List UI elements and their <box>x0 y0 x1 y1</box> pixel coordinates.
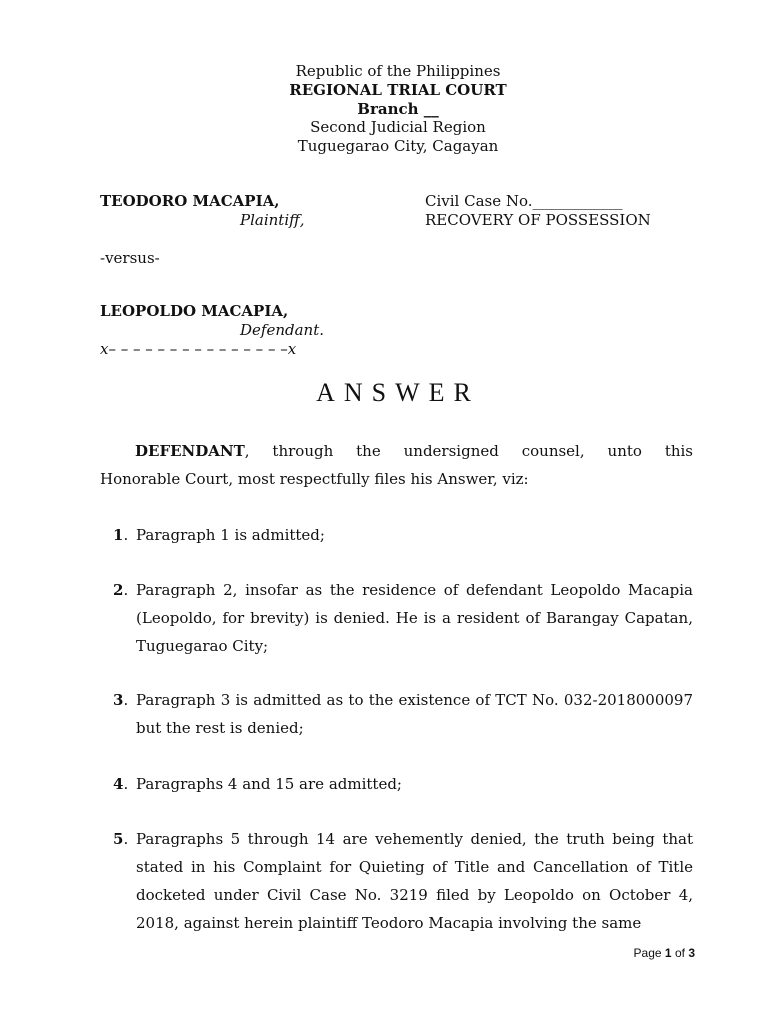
item-text-5: Paragraphs 5 through 14 are vehemently denied, the truth being that stated in his Complaint for Quieting of Title and Cancellation of Title docketed under Civil Case No. 3219 filed by Leopoldo on October 4, 2018, against herein plaintiff Teodoro Macapia involving the same <box>136 830 693 932</box>
intro-line-1 <box>100 437 693 465</box>
header-republic: Republic of the Philippines <box>295 62 501 80</box>
intro-line-2: Honorable Court, most respectfully files his Answer, viz: <box>100 470 529 488</box>
document-title: ANSWER <box>316 378 480 407</box>
header-court: REGIONAL TRIAL COURT <box>289 81 507 99</box>
item-text-4: Paragraphs 4 and 15 are admitted; <box>136 775 402 793</box>
defendant-name: LEOPOLDO MACAPIA, <box>100 302 289 320</box>
versus-label: -versus- <box>100 249 160 267</box>
header-branch: Branch __ <box>357 100 439 118</box>
defendant-role: Defendant. <box>240 321 324 339</box>
header-region: Second Judicial Region <box>310 118 486 136</box>
intro-line1-rest: , through the undersigned counsel, unto this <box>244 442 693 460</box>
case-type: RECOVERY OF POSSESSION <box>425 211 651 229</box>
case-number: Civil Case No.____________ <box>425 192 623 210</box>
page-footer: Page 1 of 3 <box>633 946 695 960</box>
header-city: Tuguegarao City, Cagayan <box>297 137 499 155</box>
item-number-4: 4. <box>113 775 129 793</box>
intro-lead: DEFENDANT <box>135 442 245 460</box>
item-number-3: 3. <box>113 691 129 709</box>
plaintiff-name: TEODORO MACAPIA, <box>100 192 280 210</box>
item-number-1: 1. <box>113 526 129 544</box>
item-text-2: Paragraph 2, insofar as the residence of defendant Leopoldo Macapia (Leopoldo, for brevity) is denied. He is a resident of Barangay Capatan, Tuguegarao City; <box>136 581 693 655</box>
item-number-5: 5. <box>113 830 129 848</box>
item-text-1: Paragraph 1 is admitted; <box>136 526 325 544</box>
item-number-2: 2. <box>113 581 129 599</box>
caption-separator: x– – – – – – – – – – – – – – –x <box>100 340 297 358</box>
plaintiff-role: Plaintiff, <box>240 211 305 229</box>
item-text-3: Paragraph 3 is admitted as to the existence of TCT No. 032-2018000097 but the rest is denied; <box>136 691 693 737</box>
